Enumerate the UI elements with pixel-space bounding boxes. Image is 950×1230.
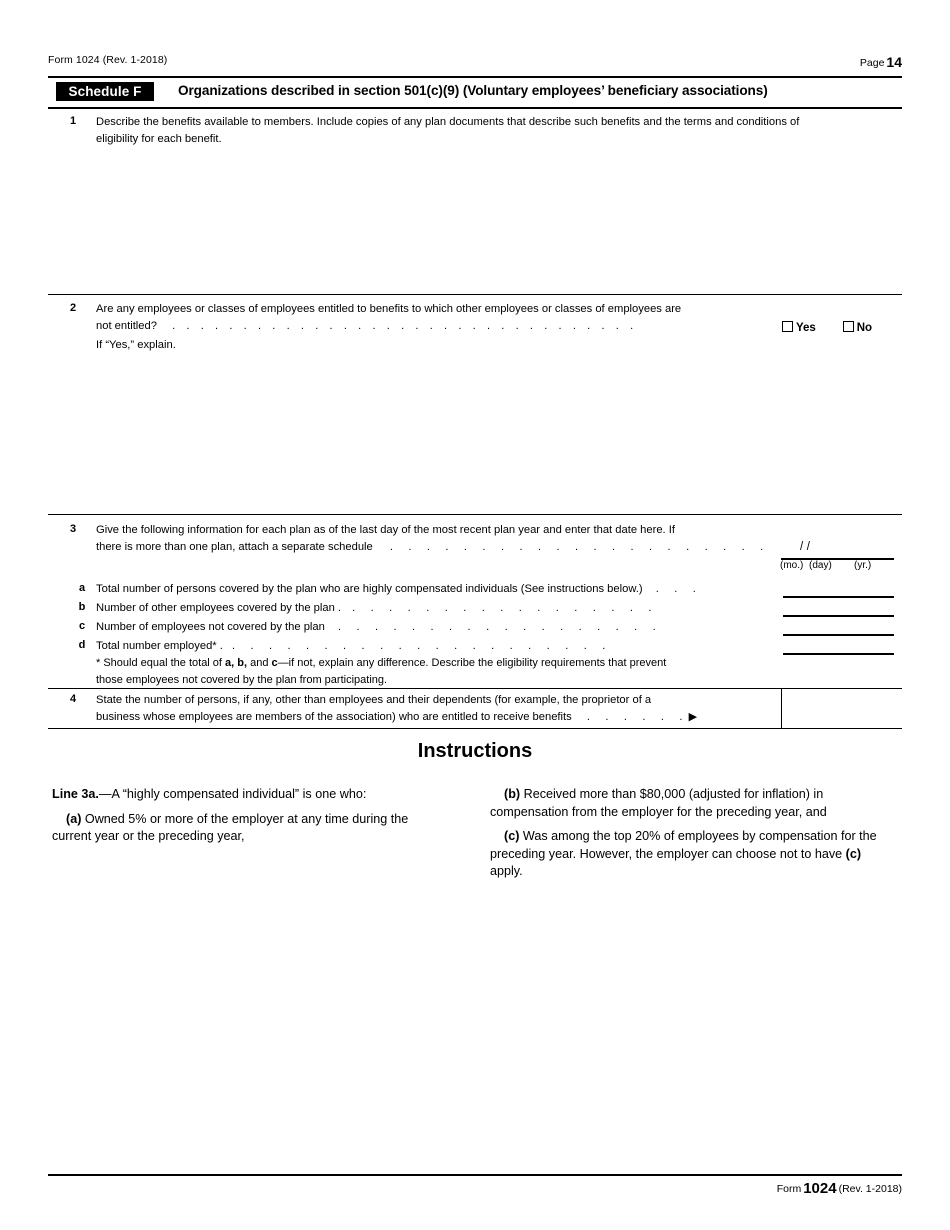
question-3-number: 3 — [69, 523, 77, 535]
question-3b-leader-dots: . . . . . . . . . . . . . . . . . — [352, 602, 658, 614]
question-2-number: 2 — [69, 302, 77, 314]
question-4-line2-row — [96, 709, 697, 726]
question-2-answer-area[interactable] — [96, 358, 896, 503]
instructions-line3a-bold: Line 3a. — [52, 787, 99, 801]
question-3c-text: Number of employees not covered by the plan — [96, 621, 325, 633]
question-1-number: 1 — [69, 115, 77, 127]
question-4-bottom-rule — [48, 728, 902, 729]
question-3c-letter: c — [78, 620, 86, 632]
instructions-title: Instructions — [417, 740, 533, 762]
instructions-item-a-text: Owned 5% or more of the employer at any time during the current year or the preceding year, — [52, 811, 409, 843]
question-3-date-mo-caption: (mo.) — [780, 560, 804, 571]
question-3-footnote — [96, 655, 796, 689]
question-3b-row — [96, 600, 658, 617]
question-3-footnote-post: —if not, explain any difference. Describe the eligibility requirements that prevent — [277, 657, 667, 669]
question-3-date-yr-caption: (yr.) — [854, 560, 872, 571]
header-rule — [48, 76, 902, 78]
question-3-footnote-mid: and — [247, 657, 272, 669]
instructions-item-c-text: Was among the top 20% of employees by compensation for the preceding year. However, the employer can choose not to have — [490, 829, 877, 861]
question-3d-letter: d — [78, 639, 86, 651]
question-2-leader-dots: . . . . . . . . . . . . . . . . . . . . . . . . . . . . . . . . . — [172, 320, 638, 332]
question-1-line1: Describe the benefits available to members. Include copies of any plan documents that describe such benefits and the terms and conditions of — [96, 116, 800, 128]
question-3b-text: Number of other employees covered by the plan . — [96, 602, 342, 614]
question-3d-text: Total number employed* . — [96, 640, 223, 652]
question-3a-answer-line[interactable] — [783, 596, 894, 598]
instructions-line3a-rest: —A “highly compensated individual” is one who: — [98, 787, 367, 801]
header-page-number — [860, 54, 902, 70]
question-3-footnote-bold-ab: a, b, — [225, 657, 248, 669]
schedule-bar — [48, 82, 902, 108]
footer-form-number: 1024 — [803, 1180, 837, 1197]
schedule-bottom-rule — [48, 107, 902, 109]
question-2-yes-checkbox[interactable] — [782, 321, 793, 332]
question-3d-row — [96, 638, 611, 655]
question-3-date-day-caption: (day) — [809, 560, 832, 571]
page-label: Page — [859, 57, 885, 69]
instructions-item-a — [52, 811, 447, 846]
footer-revision: (Rev. 1-2018) — [838, 1183, 902, 1195]
question-1-text — [96, 114, 896, 148]
question-2-line1: Are any employees or classes of employees entitled to benefits to which other employees or classes of employees are — [96, 303, 682, 315]
question-4-arrow-icon: ▶ — [688, 711, 698, 723]
question-3c-leader-dots: . . . . . . . . . . . . . . . . . . — [337, 621, 662, 633]
question-3b-answer-line[interactable] — [783, 615, 894, 617]
schedule-title: Organizations described in section 501(c)(9) (Voluntary employees’ beneficiary associations) — [178, 83, 768, 98]
question-3-date-input[interactable]: / / — [800, 541, 811, 553]
page-number-value: 14 — [886, 54, 902, 70]
question-4-line1: State the number of persons, if any, other than employees and their dependents (for example, the proprietor of a — [96, 694, 652, 706]
instructions-item-b — [490, 786, 890, 821]
question-2-line2-row — [96, 318, 796, 335]
question-3-text — [96, 522, 786, 539]
question-2-text — [96, 301, 786, 318]
question-3a-text: Total number of persons covered by the plan who are highly compensated individuals (See instructions below.) — [96, 583, 643, 595]
question-3c-row — [96, 619, 662, 636]
instructions-item-b-label: (b) — [504, 787, 521, 801]
question-4-line2: business whose employees are members of the association) who are entitled to receive benefits — [96, 711, 572, 723]
instructions-item-a-label: (a) — [66, 811, 82, 826]
instructions-item-c — [490, 828, 890, 881]
question-2-divider — [48, 514, 902, 515]
question-1-answer-area[interactable] — [96, 152, 896, 292]
question-3-line1: Give the following information for each plan as of the last day of the most recent plan year and enter that date here. If — [96, 524, 675, 536]
question-2-yesno-group — [782, 318, 872, 336]
footer-form-word: Form — [776, 1183, 802, 1195]
question-4-answer-box[interactable] — [782, 689, 902, 727]
question-2-no-label: No — [856, 322, 873, 334]
question-3d-leader-dots: . . . . . . . . . . . . . . . . . . . . . — [231, 640, 612, 652]
question-2-line2: not entitled? — [96, 320, 157, 332]
question-3c-answer-line[interactable] — [783, 634, 894, 636]
question-1-divider — [48, 294, 902, 295]
question-2-line3: If “Yes,” explain. — [96, 339, 176, 351]
question-3-footnote-bold-c: c — [271, 657, 278, 669]
question-2-yes-label: Yes — [796, 322, 816, 334]
question-3a-letter: a — [78, 582, 86, 594]
question-3-footnote-line2: those employees not covered by the plan from participating. — [96, 674, 388, 686]
question-3-divider — [48, 688, 902, 689]
footer-rule — [48, 1174, 902, 1176]
schedule-badge: Schedule F — [56, 82, 154, 101]
instructions-line3a-heading — [52, 786, 447, 804]
header-form-reference: Form 1024 (Rev. 1-2018) — [48, 54, 168, 66]
instructions-right-column — [490, 786, 890, 888]
instructions-item-c-label: (c) — [504, 829, 520, 843]
instructions-item-c-ref: (c) — [845, 846, 862, 861]
question-2-no-checkbox[interactable] — [843, 321, 854, 332]
question-3-line2-row — [96, 539, 769, 556]
question-3a-leader-dots: . . . — [655, 583, 703, 595]
page-header — [48, 54, 902, 76]
question-4-leader-dots: . . . . . . — [586, 711, 689, 723]
question-3d-answer-line[interactable] — [783, 653, 894, 655]
instructions-item-b-text: Received more than $80,000 (adjusted for inflation) in compensation from the employer for the preceding year, and — [490, 787, 827, 819]
question-4-number: 4 — [69, 693, 77, 705]
page-footer — [777, 1180, 902, 1197]
question-1-line2: eligibility for each benefit. — [96, 133, 222, 145]
question-3b-letter: b — [78, 601, 86, 613]
question-3a-row — [96, 581, 702, 598]
question-3-footnote-pre: * Should equal the total of — [96, 657, 226, 669]
instructions-item-c-tail: apply. — [490, 864, 523, 878]
instructions-left-column — [52, 786, 447, 853]
question-3-leader-dots: . . . . . . . . . . . . . . . . . . . . . — [389, 541, 770, 553]
question-3-line2: there is more than one plan, attach a separate schedule — [96, 541, 373, 553]
